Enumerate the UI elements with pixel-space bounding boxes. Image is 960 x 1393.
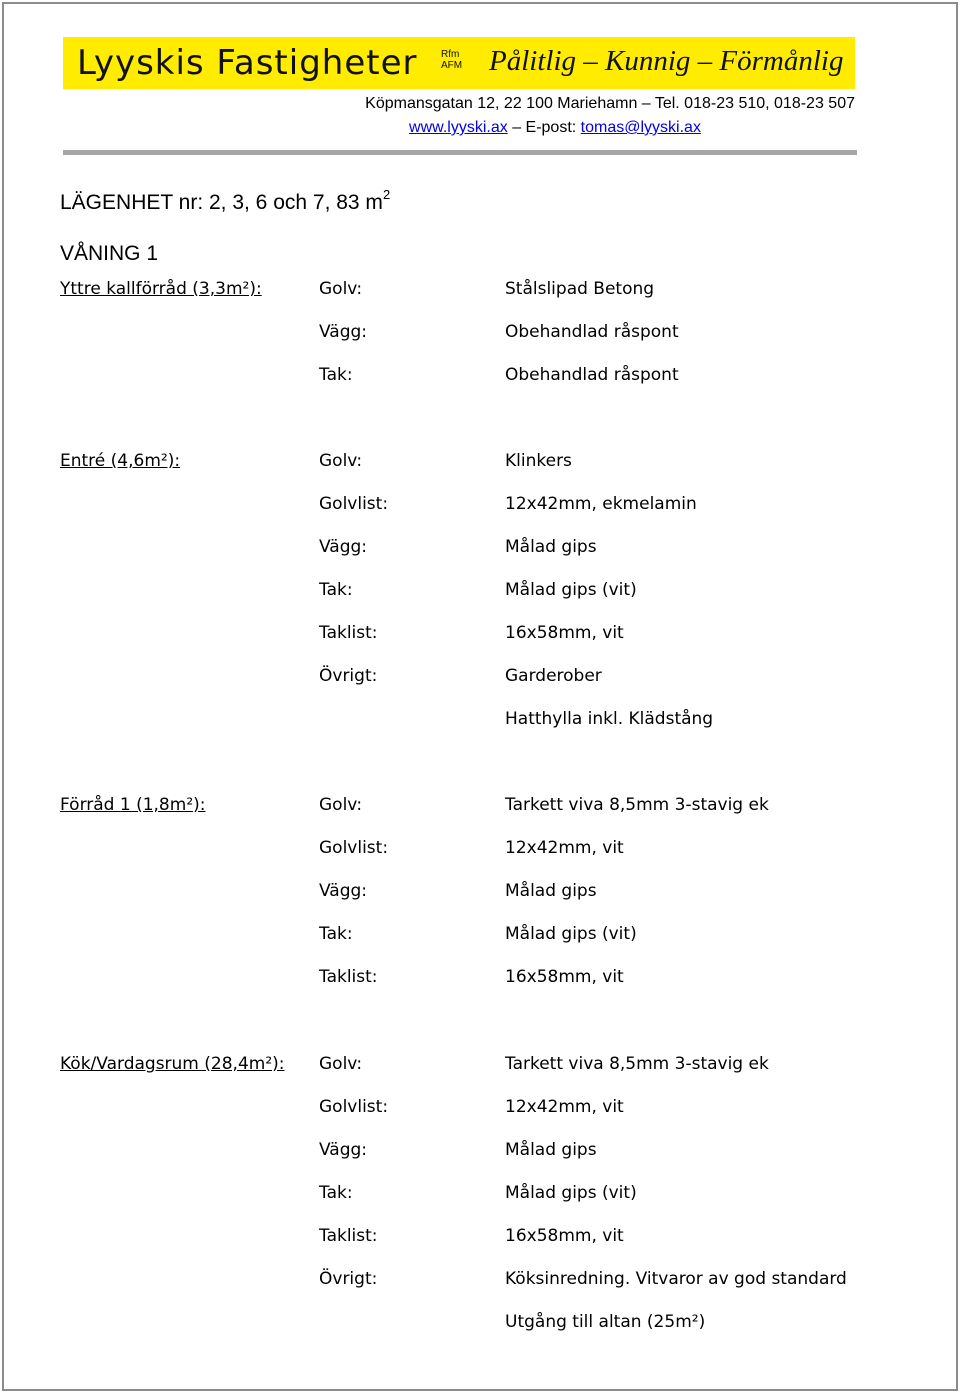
property-value: Hatthylla inkl. Klädstång — [505, 709, 714, 729]
floor-heading: VÅNING 1 — [60, 242, 159, 265]
property-value: Tarkett viva 8,5mm 3-stavig ek — [505, 1054, 769, 1074]
property-label: Vägg: — [319, 1140, 368, 1160]
property-value: 16x58mm, vit — [505, 1226, 624, 1246]
property-value: Klinkers — [505, 451, 572, 471]
company-address: Köpmansgatan 12, 22 100 Mariehamn – Tel. 018-23 510, 018-23 507 — [365, 95, 855, 112]
email-link[interactable]: tomas@lyyski.ax — [580, 119, 701, 136]
header-banner — [63, 37, 855, 89]
property-label: Golv: — [319, 1054, 363, 1074]
property-value: Obehandlad råspont — [505, 365, 679, 385]
website-link[interactable]: www.lyyski.ax — [409, 119, 508, 136]
property-label: Golvlist: — [319, 1097, 389, 1117]
property-value: Målad gips (vit) — [505, 1183, 637, 1203]
contact-line — [63, 119, 855, 137]
property-label: Vägg: — [319, 881, 368, 901]
email-label: – E-post: — [512, 119, 577, 136]
property-label: Vägg: — [319, 537, 368, 557]
company-tagline: Pålitlig – Kunnig – Förmånlig — [489, 45, 844, 77]
property-value: Tarkett viva 8,5mm 3-stavig ek — [505, 795, 769, 815]
property-label: Golvlist: — [319, 838, 389, 858]
logo-badge-line2: AFM — [441, 60, 463, 71]
room-name: Kök/Vardagsrum (28,4m²): — [60, 1054, 285, 1074]
property-value: Målad gips — [505, 537, 597, 557]
property-value: 12x42mm, ekmelamin — [505, 494, 697, 514]
property-label: Taklist: — [319, 623, 378, 643]
room-name: Yttre kallförråd (3,3m²): — [60, 279, 262, 299]
property-value: Obehandlad råspont — [505, 322, 679, 342]
property-value: 16x58mm, vit — [505, 967, 624, 987]
property-value: Stålslipad Betong — [505, 279, 655, 299]
property-value: Köksinredning. Vitvaror av god standard — [505, 1269, 847, 1289]
property-label: Taklist: — [319, 967, 378, 987]
property-label: Taklist: — [319, 1226, 378, 1246]
property-label: Golv: — [319, 795, 363, 815]
property-value: Målad gips (vit) — [505, 924, 637, 944]
property-value: Utgång till altan (25m²) — [505, 1312, 706, 1332]
room-name: Förråd 1 (1,8m²): — [60, 795, 206, 815]
apartment-title-text: LÄGENHET nr: 2, 3, 6 och 7, 83 m — [60, 191, 383, 214]
logo-badge — [441, 49, 462, 71]
property-label: Tak: — [319, 580, 353, 600]
property-label: Tak: — [319, 924, 353, 944]
property-label: Golv: — [319, 451, 363, 471]
property-value: 12x42mm, vit — [505, 1097, 624, 1117]
apartment-title-sup: 2 — [382, 187, 391, 202]
property-label: Golvlist: — [319, 494, 389, 514]
company-logo: Lyyskis Fastigheter — [77, 43, 418, 83]
logo-badge-line1: Rfm — [441, 49, 460, 60]
property-value: Målad gips — [505, 881, 597, 901]
property-value: Målad gips (vit) — [505, 580, 637, 600]
property-value: 16x58mm, vit — [505, 623, 624, 643]
property-label: Tak: — [319, 365, 353, 385]
apartment-title — [60, 189, 390, 215]
property-label: Övrigt: — [319, 1269, 378, 1289]
property-value: Målad gips — [505, 1140, 597, 1160]
property-label: Golv: — [319, 279, 363, 299]
property-value: Garderober — [505, 666, 602, 686]
property-label: Tak: — [319, 1183, 353, 1203]
property-label: Vägg: — [319, 322, 368, 342]
property-value: 12x42mm, vit — [505, 838, 624, 858]
property-label: Övrigt: — [319, 666, 378, 686]
header-divider — [63, 150, 857, 155]
room-name: Entré (4,6m²): — [60, 451, 181, 471]
